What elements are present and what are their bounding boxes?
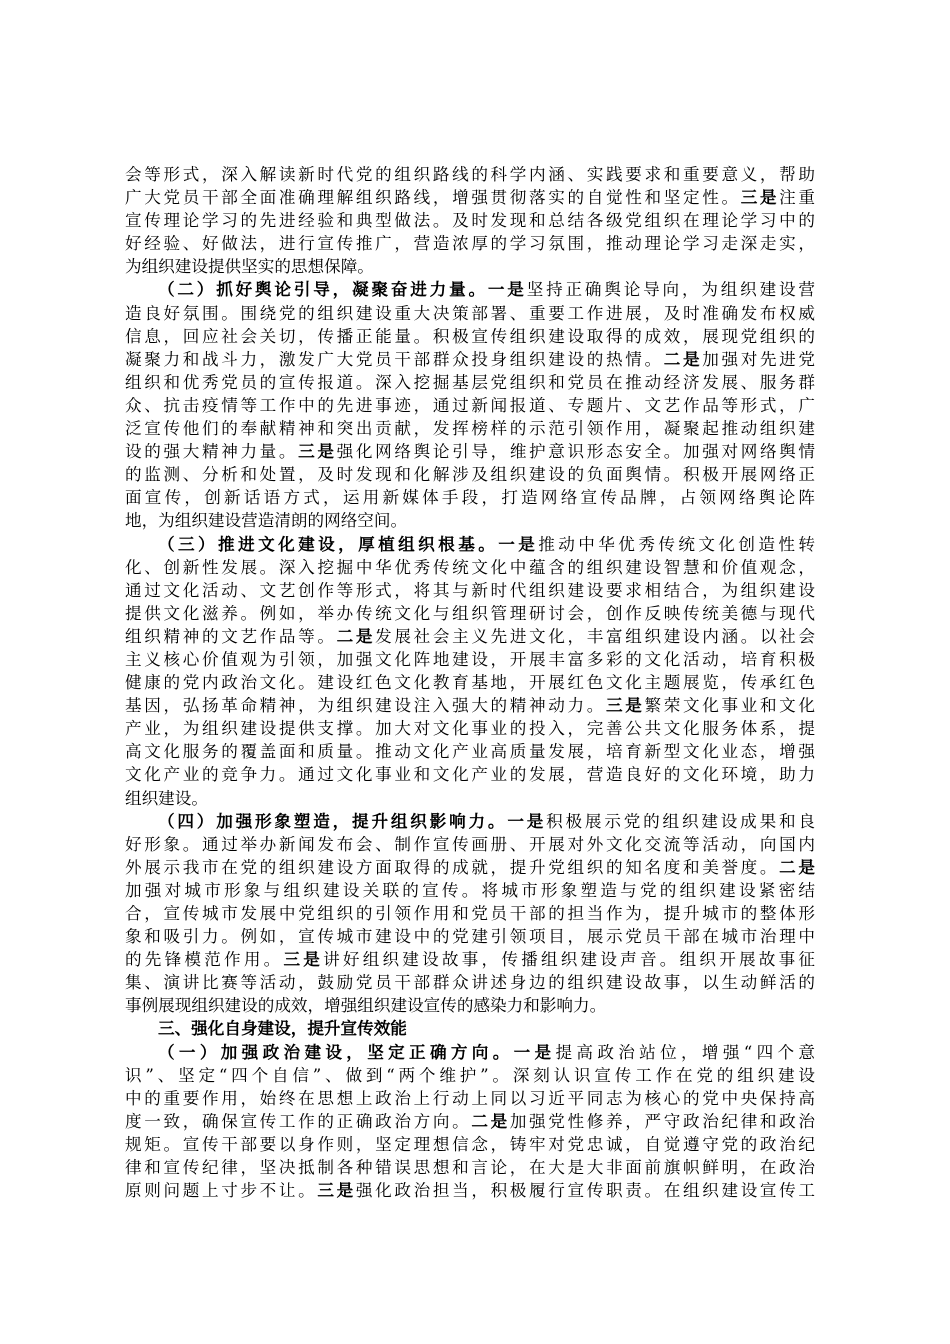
bold-run: 三是 [740,187,780,208]
text-line [125,902,815,925]
text-line [125,602,815,625]
text-run: 化、创新性发展。深入挖掘中华优秀传统文化中蕴含的组织建设智慧和价值观念， [125,557,815,577]
text-run: 好经验、好做法，进行宣传推广，营造浓厚的学习氛围，推动理论学习走深走实， [125,234,815,254]
text-run: 为组织建设提供坚实的思想保障。 [125,257,374,277]
text-line [125,948,815,971]
section-heading [125,1017,815,1040]
text-run: 信息，回应社会关切，传播正能量。积极宣传组织建设取得的成效，展现党组织的 [125,326,815,346]
text-run: 地，为组织建设营造清朗的网络空间。 [125,511,408,531]
text-line [125,994,815,1017]
text-line [125,232,815,255]
text-line [125,302,815,325]
text-run: 宣传理论学习的先进经验和典型做法。及时发现和总结各级党组织在理论学习中的 [125,211,815,231]
text-line [125,371,815,394]
text-run: 度一致，确保宣传工作的正确政治方向。 [125,1111,472,1131]
text-run: 注重 [779,188,815,208]
text-line [125,509,815,532]
text-run: 强化政治担当，积极履行宣传职责。在组织建设宣传工 [355,1181,815,1201]
text-line [125,717,815,740]
text-run: 讲好组织建设故事，传播组织建设声音。组织开展故事征 [323,950,815,970]
bold-run: 二是 [779,856,815,877]
text-line [125,255,815,278]
text-line [125,579,815,602]
text-run: 象和吸引力。例如，宣传城市建设中的党建引领项目，展示党员干部在城市治理中 [125,927,815,947]
text-line [125,463,815,486]
bold-run: （二）抓好舆论引导，凝聚奋进力量。 [158,279,488,300]
text-line [125,278,815,301]
text-line [125,1110,815,1133]
text-line [125,810,815,833]
text-run: 中的重要作用，始终在思想上政治上行动上同以习近平同志为核心的党中央保持高 [125,1088,815,1108]
bold-run: 一是 [487,279,527,300]
text-line [125,971,815,994]
bold-run: 一是 [507,810,547,831]
text-line [125,486,815,509]
text-run: 提高政治站位，增强“四个意 [555,1042,815,1062]
text-run: 好形象。通过举办新闻发布会、制作宣传画册、开展对外文化交流等活动，向国内 [125,834,815,854]
text-run: 强化网络舆论引导，维护意识形态安全。加强对网络舆情 [336,442,815,462]
text-run: 识”、坚定“四个自信”、做到“两个维护”。深刻认识宣传工作在党的组织建设 [125,1065,815,1085]
text-run: 基因，弘扬革命精神，为组织建设注入强大的精神动力。 [125,696,607,716]
text-line [125,694,815,717]
text-run: 广大党员干部全面准确理解组织路线，增强贯彻落实的自觉性和坚定性。 [125,188,741,208]
bold-run: （三）推进文化建设，厚植组织根基。 [158,533,499,554]
bold-run: 二是 [471,1110,510,1131]
text-line [125,1087,815,1110]
text-run: 集、演讲比赛等活动，鼓励党员干部群众讲述身边的组织建设故事，以生动鲜活的 [125,973,815,993]
bold-run: （四）加强形象塑造，提升组织影响力。 [158,810,508,831]
text-run: 加强党性修养，严守政治纪律和政治 [509,1111,815,1131]
text-run: 健康的党内政治文化。建设红色文化教育基地，开展红色文化主题展览，传承红色 [125,673,815,693]
text-line [125,879,815,902]
text-line [125,440,815,463]
text-run: 事例展现组织建设的成效，增强组织建设宣传的感染力和影响力。 [125,996,607,1016]
text-run: 原则问题上寸步不让。 [125,1181,318,1201]
text-run: 会等形式，深入解读新时代党的组织路线的科学内涵、实践要求和重要意义，帮助 [125,165,815,184]
text-run: 设的强大精神力量。 [125,442,299,462]
bold-run: 三是 [606,695,645,716]
text-run: 三、强化自身建设，提升宣传效能 [158,1018,407,1039]
text-run: 高文化服务的覆盖面和质量。推动文化产业高质量发展，培育新型文化业态，增强 [125,742,815,762]
text-line [125,787,815,810]
text-line [125,1156,815,1179]
text-run: 规矩。宣传干部要以身作则，坚定理想信念，铸牢对党忠诚，自觉遵守党的政治纪 [125,1134,815,1154]
bold-run: （一）加强政治建设，坚定正确方向。 [158,1041,514,1062]
text-line [125,163,815,186]
text-run: 面宣传，创新话语方式，运用新媒体手段，打造网络宣传品牌，占领网络舆论阵 [125,488,815,508]
text-line [125,648,815,671]
text-run: 加强对先进党 [702,349,815,369]
bold-run: 二是 [336,625,376,646]
text-line [125,1179,815,1202]
bold-run: 一是 [513,1041,556,1062]
text-line [125,925,815,948]
text-run: 主义核心价值观为引领，加强文化阵地建设，开展丰富多彩的文化活动，培育积极 [125,649,815,669]
text-run: 繁荣文化事业和文化 [644,696,815,716]
text-run: 推动中华优秀传统文化创造性转 [538,534,815,554]
text-run: 通过文化活动、文艺创作等形式，将其与新时代组织建设要求相结合，为组织建设 [125,580,815,600]
bold-run: 一是 [498,533,539,554]
text-run: 发展社会主义先进文化，丰富组织建设内涵。以社会 [375,626,815,646]
text-run: 提供文化滋养。例如，举办传统文化与组织管理研讨会，创作反映传统美德与现代 [125,603,815,623]
bold-run: 三是 [317,1180,356,1201]
text-run: 泛宣传他们的奉献精神和突出贡献，发挥榜样的示范引领作用，凝聚起推动组织建 [125,419,815,439]
text-line [125,348,815,371]
text-line [125,325,815,348]
text-run: 造良好氛围。围绕党的组织建设重大决策部署、重要工作进展，及时准确发布权威 [125,303,815,323]
text-run: 积极展示党的组织建设成果和良 [546,811,815,831]
text-run: 文化产业的竞争力。通过文化事业和文化产业的发展，营造良好的文化环境，助力 [125,765,815,785]
text-line [125,1133,815,1156]
text-run: 产业，为组织建设提供支撑。加大对文化事业的投入，完善公共文化服务体系，提 [125,719,815,739]
text-line [125,1064,815,1087]
text-run: 组织精神的文艺作品等。 [125,626,337,646]
text-line [125,417,815,440]
text-line [125,763,815,786]
text-run: 加强对城市形象与组织建设关联的宣传。将城市形象塑造与党的组织建设紧密结 [125,880,815,900]
text-run: 坚持正确舆论导向，为组织建设营 [526,280,815,300]
text-run: 律和宣传纪律，坚决抵制各种错误思想和言论，在大是大非面前旗帜鲜明，在政治 [125,1158,815,1178]
text-line [125,186,815,209]
text-line [125,740,815,763]
text-run: 凝聚力和战斗力，激发广大党员干部群众投身组织建设的热情。 [125,349,664,369]
text-run: 合，宣传城市发展中党组织的引领作用和党员干部的担当作为，提升城市的整体形 [125,904,815,923]
document-page [125,163,815,1202]
text-run: 组织建设。 [125,788,208,808]
text-line [125,856,815,879]
text-line [125,1041,815,1064]
text-run: 的先锋模范作用。 [125,950,284,970]
text-run: 外展示我市在党的组织建设方面取得的成就，提升党组织的知名度和美誉度。 [125,857,780,877]
text-line [125,833,815,856]
text-line [125,209,815,232]
bold-run: 二是 [663,348,703,369]
bold-run: 三是 [283,949,324,970]
text-run: 的监测、分析和处置，及时发现和化解涉及组织建设的负面舆情。积极开展网络正 [125,465,815,485]
text-run: 组织和优秀党员的宣传报道。深入挖掘基层党组织和党员在推动经济发展、服务群 [125,372,815,392]
text-line [125,533,815,556]
text-line [125,394,815,417]
text-line [125,556,815,579]
text-line [125,625,815,648]
text-run: 众、抗击疫情等工作中的先进事迹，通过新闻报道、专题片、文艺作品等形式，广 [125,395,815,415]
bold-run: 三是 [298,441,337,462]
text-line [125,671,815,694]
